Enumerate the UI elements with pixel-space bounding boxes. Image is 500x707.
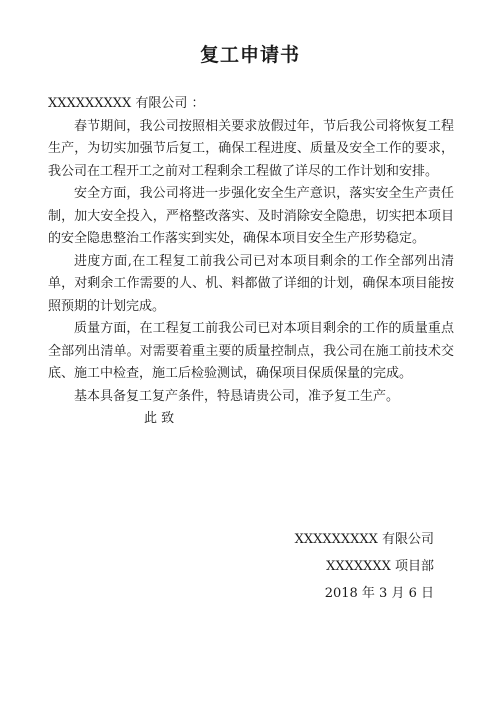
signature-block [234, 526, 434, 607]
closing-phrase: 此 致 [144, 411, 175, 426]
paragraph-progress: 进度方面,在工程复工前我公司已对本项目剩余的工作全部列出清单，对剩余工作需要的人、机、料都做了详细的计划，确保本项目能按照预期的计划完成。 [48, 253, 454, 314]
signature-company: XXXXXXXXX 有限公司 [294, 532, 434, 547]
paragraph-request: 基本具备复工复产条件，特恳请贵公司，准予复工生产。 [74, 388, 400, 404]
paragraph-quality: 质量方面，在工程复工前我公司已对本项目剩余的工作的质量重点全部列出清单。对需要着重主要的质量控制点，我公司在施工前技术交底、施工中检查，施工后检验测试，确保项目保质保量的完成。 [48, 321, 454, 381]
document-title: 复工申请书 [199, 44, 300, 66]
paragraph-safety: 安全方面，我公司将进一步强化安全生产意识，落实安全生产责任制，加大安全投入，严格整改落实、及时消除安全隐患，切实把本项目的安全隐患整治工作落实到实处，确保本项目安全生产形势稳定。 [48, 186, 454, 246]
signature-date: 2018 年 3 月 6 日 [324, 586, 434, 601]
salutation: XXXXXXXXX 有限公司 ： [48, 96, 205, 111]
signature-department: XXXXXXX 项目部 [326, 559, 434, 574]
paragraph-intro: 春节期间，我公司按照相关要求放假过年，节后我公司将恢复工程生产，为切实加强节后复工，确保工程进度、质量及安全工作的要求，我公司在工程开工之前对工程剩余工程做了详尽的工作计划和安排。 [48, 118, 454, 179]
document-body [48, 93, 454, 431]
